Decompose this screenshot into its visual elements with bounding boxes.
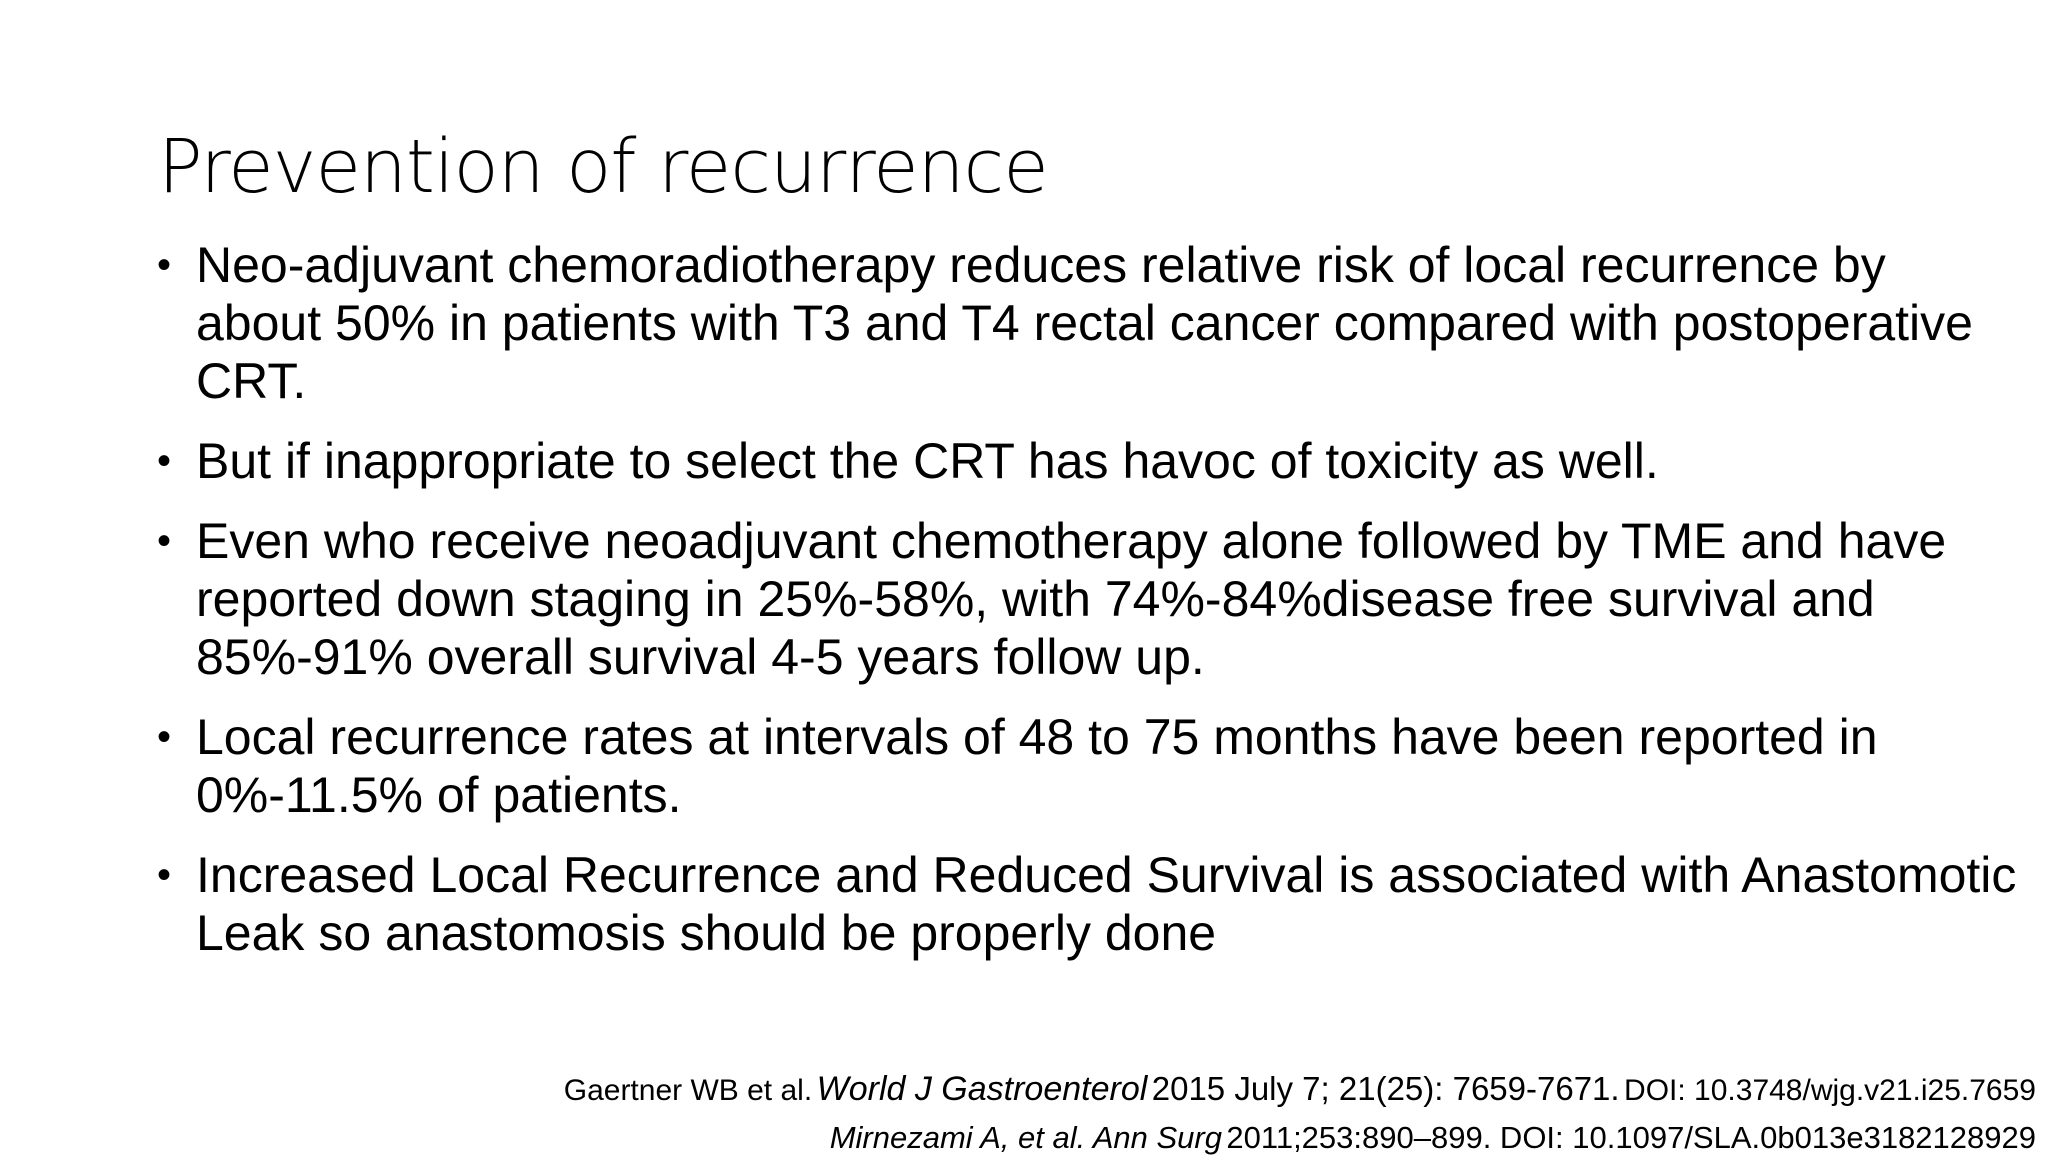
bullet-text: Neo-adjuvant chemoradiotherapy reduces relative risk of local recurrence by about 50% in patients with T3 and T4 rectal cancer compared with postoperative CRT. bbox=[196, 237, 1973, 409]
bullet-marker: • bbox=[157, 853, 172, 897]
reference-1-journal: World J Gastroenterol bbox=[816, 1070, 1148, 1108]
reference-2-details: 2011;253:890–899. DOI: 10.1097/SLA.0b013e3182128929 bbox=[1226, 1120, 2036, 1155]
reference-2-citation: Mirnezami A, et al. Ann Surg bbox=[829, 1120, 1222, 1155]
bullet-marker: • bbox=[157, 715, 172, 759]
bullet-text: Local recurrence rates at intervals of 48 to 75 months have been reported in 0%-11.5% of patients. bbox=[196, 709, 1878, 823]
bullet-marker: • bbox=[157, 439, 172, 483]
bullet-marker: • bbox=[157, 519, 172, 563]
bullet-text: Even who receive neoadjuvant chemotherapy alone followed by TME and have reported down staging in 25%-58%, with 74%-84%disease free survival and 85%-91% overall survival 4-5 years follow up. bbox=[196, 513, 1947, 685]
bullet-text: Increased Local Recurrence and Reduced Survival is associated with Anastomotic Leak so anastomosis should be properly done bbox=[196, 847, 2017, 961]
bullet-item bbox=[150, 512, 2020, 686]
bullet-item bbox=[150, 846, 2020, 962]
bullet-item bbox=[150, 432, 2020, 490]
reference-1-details: 2015 July 7; 21(25): 7659-7671. bbox=[1151, 1070, 1620, 1107]
reference-1-authors: Gaertner WB et al. bbox=[563, 1074, 813, 1107]
bullet-item bbox=[150, 708, 2020, 824]
bullet-list bbox=[150, 236, 2020, 984]
bullet-text: But if inappropriate to select the CRT has havoc of toxicity as well. bbox=[196, 433, 1659, 489]
bullet-item bbox=[150, 236, 2020, 410]
reference-2 bbox=[564, 1117, 2036, 1165]
references bbox=[564, 1068, 2036, 1165]
bullet-marker: • bbox=[157, 243, 172, 287]
slide-title: Prevention of recurrence bbox=[158, 124, 1048, 210]
reference-1 bbox=[564, 1068, 2036, 1117]
reference-1-doi: DOI: 10.3748/wjg.v21.i25.7659 bbox=[1624, 1074, 2036, 1107]
